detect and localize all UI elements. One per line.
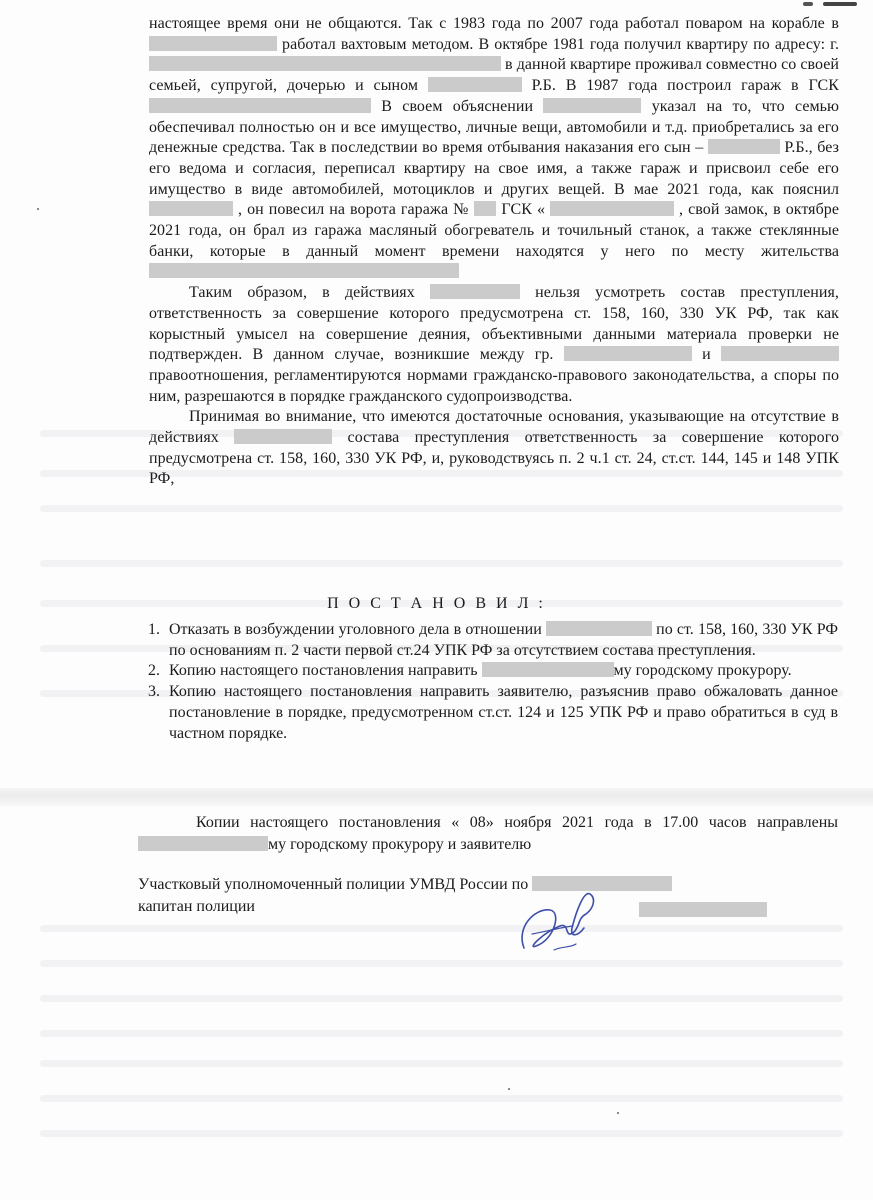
document-body (149, 14, 839, 490)
resolution-heading: П О С Т А Н О В И Л : (327, 595, 546, 612)
redaction (149, 201, 233, 216)
redaction (138, 836, 268, 851)
redaction (708, 139, 780, 154)
redaction (149, 56, 501, 71)
redaction (564, 346, 692, 361)
redaction (546, 621, 652, 636)
redaction (149, 36, 277, 51)
resolution-list (148, 620, 838, 744)
redaction (639, 902, 767, 917)
paragraph-grounds: Принимая во внимание, что имеются достаточные основания, указывающие на отсутствие в действиях состава преступления ответственность за совершение которого предусмотрена ст. 158, 160, 330 УК РФ, и, руководствуясь п. 2 ч.1 ст. 24, ст.ст. 144, 145 и 148 УПК РФ, (149, 408, 839, 488)
signer-block: Участковый уполномоченный полиции УМВД России по капитан полиции (138, 874, 838, 918)
redaction (430, 284, 520, 299)
copies-note: Копии настоящего постановления « 08» ноября 2021 года в 17.00 часов направлены му городскому прокурору и заявителю (138, 812, 838, 856)
redaction (550, 201, 674, 216)
redaction (482, 662, 614, 677)
redaction (149, 263, 459, 278)
paragraph-conclusion: Таким образом, в действиях нельзя усмотреть состав преступления, ответственность за совершение которого предусмотрена ст. 158, 160, 330 УК РФ, так как корыстный умысел на совершение деяния, объективными данными материала проверки не подтвержден. В данном случае, возникшие между гр. и правоотношения, регламентируются нормами гражданско-правового законодательства, а споры по ним, разрешаются в порядке гражданского судопроизводства. (149, 284, 839, 405)
redaction (149, 98, 371, 113)
paragraph-facts: настоящее время они не общаются. Так с 1983 года по 2007 года работал поваром на корабле в работал вахтовым методом. В октябре 1981 года получил квартиру по адресу: г. в данной квартире проживал совместно со своей семьей, супругой, дочерью и сыном Р.Б. В 1987 года построил гараж в ГСК В своем объяснении указал на то, что семью обеспечивал полностью он и все имущество, личные вещи, автомобили и т.д. приобретались за его денежные средства. Так в последствии во время отбывания наказания его сын – Р.Б., без его ведома и согласия, переписал квартиру на свое имя, а также гараж и присвоил себе его имущество в виде автомобилей, мотоциклов и других вещей. В мае 2021 года, как пояснил , он повесил на ворота гаража № ГСК « , свой замок, в октябре 2021 года, он брал из гаража масляный обогреватель и точильный станок, а также стеклянные банки, которые в данный момент времени находятся у него по месту жительства (149, 14, 839, 283)
list-item: 2. Копию настоящего постановления направить му городскому прокурору. (148, 662, 792, 680)
speck (508, 1088, 510, 1090)
redaction (543, 98, 641, 113)
speck (37, 208, 39, 210)
page-mark (823, 2, 857, 6)
speck (617, 1112, 619, 1114)
redaction (721, 346, 839, 361)
list-item: 3. Копию настоящего постановления направить заявителю, разъяснив право обжаловать данное постановление в порядке, предусмотренном ст.ст. 124 и 125 УПК РФ и право обратиться в суд в частном порядке. (148, 683, 838, 742)
paper-fold (0, 788, 873, 806)
redaction (428, 77, 522, 92)
redaction (474, 201, 496, 216)
page-mark (803, 2, 813, 6)
redaction (234, 429, 332, 444)
signature (514, 888, 604, 960)
list-item: 1. Отказать в возбуждении уголовного дела в отношении по ст. 158, 160, 330 УК РФ по основаниям п. 2 части первой ст.24 УПК РФ за отсутствием состава преступления. (148, 621, 838, 659)
